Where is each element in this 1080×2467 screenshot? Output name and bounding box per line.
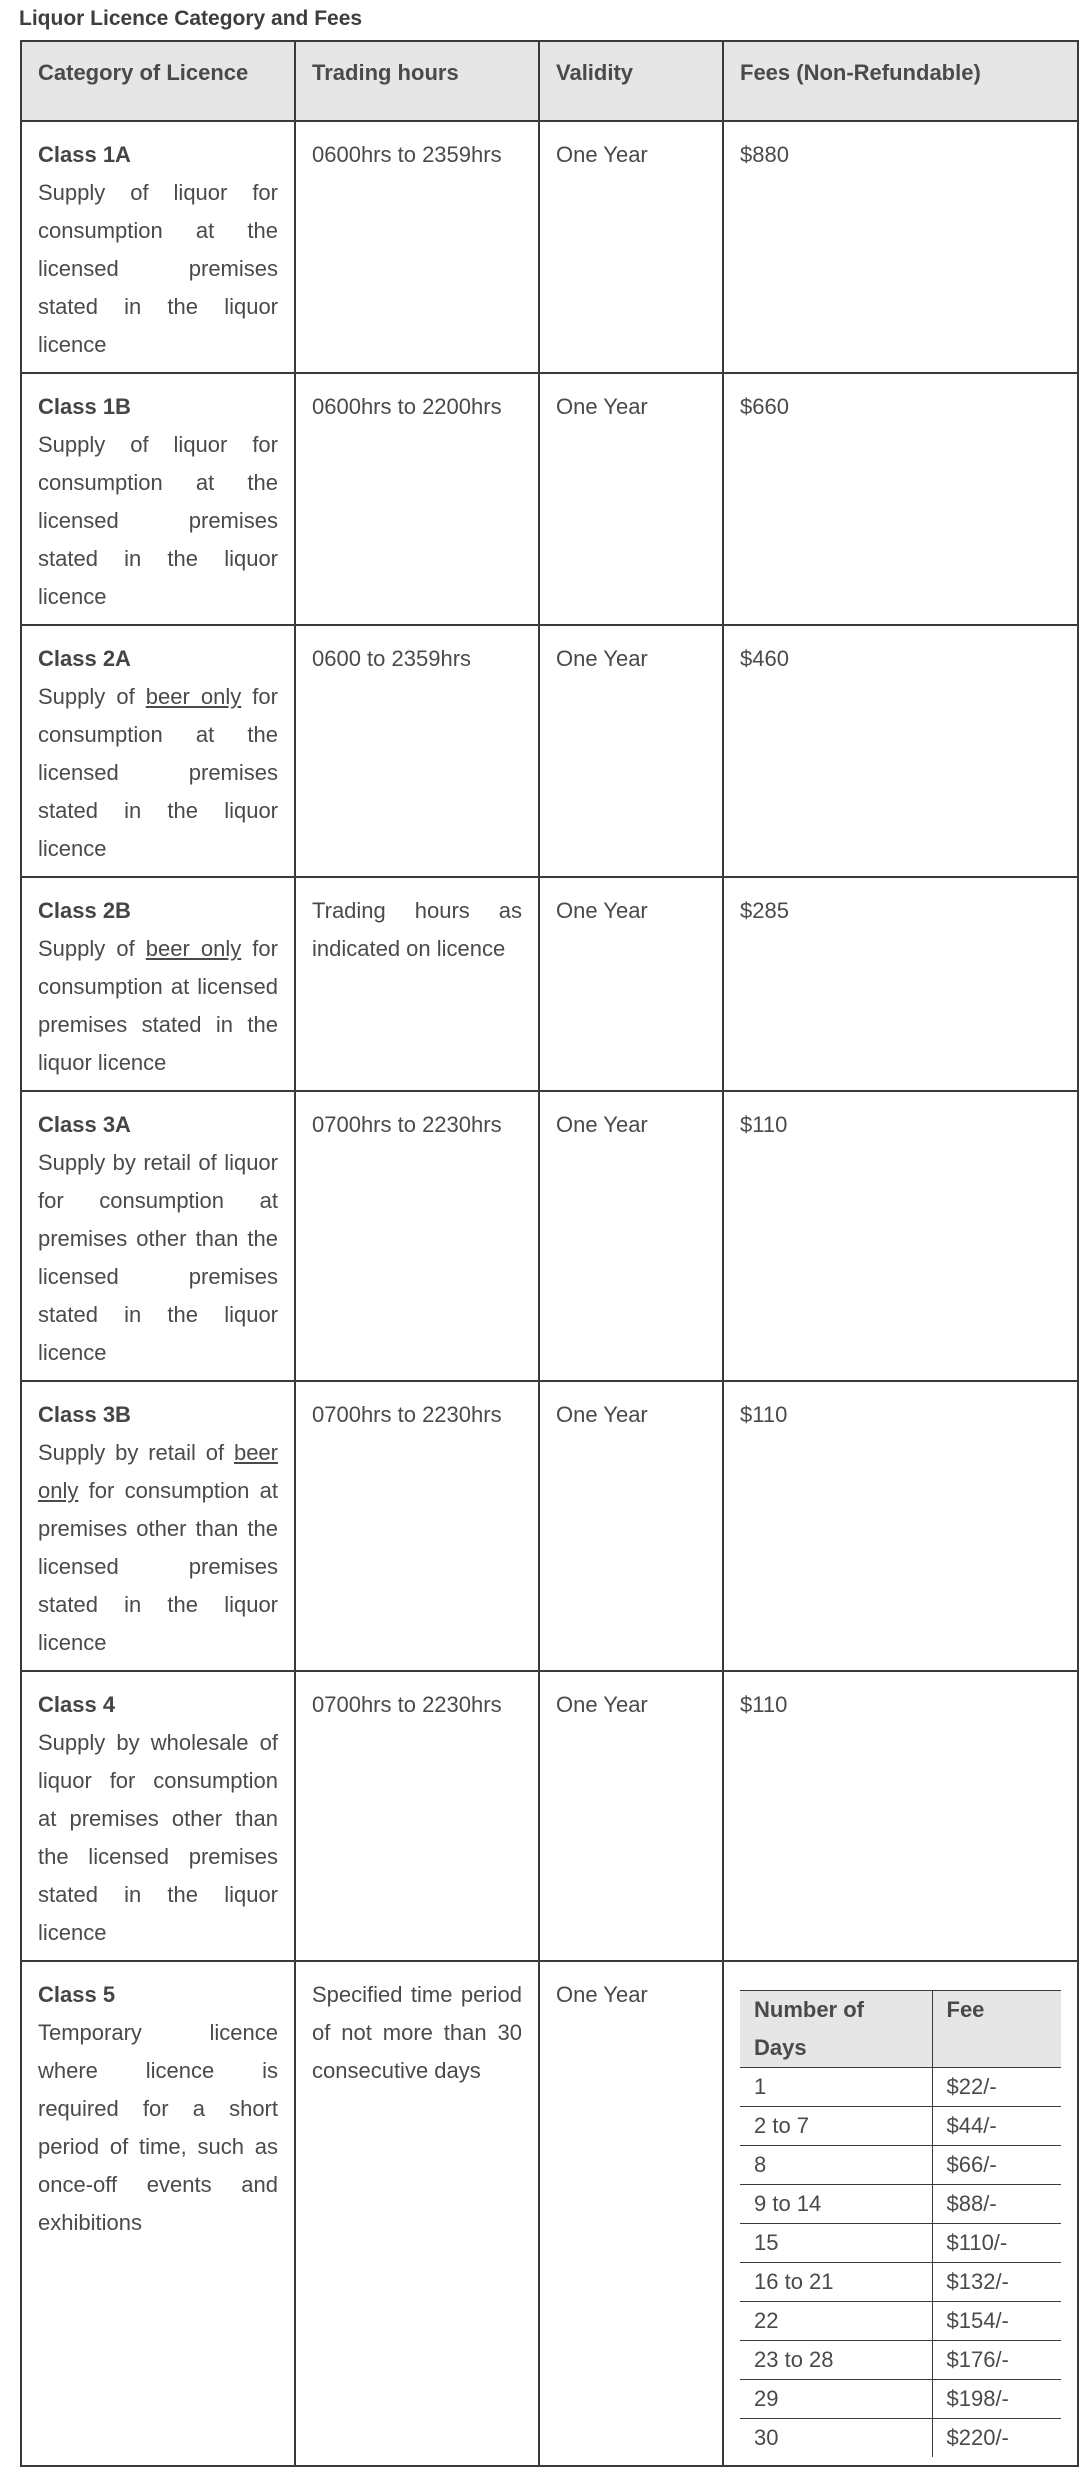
- days-value: 23 to 28: [740, 2341, 932, 2380]
- class-name: Class 1B: [38, 394, 131, 419]
- category-cell: [21, 1091, 295, 1381]
- header-category: Category of Licence: [21, 41, 295, 121]
- days-value: 2 to 7: [740, 2107, 932, 2146]
- class-name: Class 2B: [38, 898, 131, 923]
- header-number-of-days: Number of Days: [740, 1991, 932, 2068]
- fee-cell: $660: [723, 373, 1078, 625]
- table-row: [740, 2107, 1061, 2146]
- trading-hours-cell: Trading hours as indicated on licence: [295, 877, 539, 1091]
- category-cell: [21, 373, 295, 625]
- class-description: Supply of beer only for consumption at licensed premises stated in the liquor licence: [38, 936, 278, 1075]
- fee-value: $220/-: [932, 2419, 1061, 2458]
- fee-cell: $285: [723, 877, 1078, 1091]
- fee-value: $66/-: [932, 2146, 1061, 2185]
- days-value: 30: [740, 2419, 932, 2458]
- table-row: [740, 2185, 1061, 2224]
- validity-cell: One Year: [539, 1381, 723, 1671]
- table-row: [740, 2068, 1061, 2107]
- table-row-class-5: [21, 1961, 1078, 2466]
- validity-cell: One Year: [539, 121, 723, 373]
- fee-value: $44/-: [932, 2107, 1061, 2146]
- days-value: 8: [740, 2146, 932, 2185]
- trading-hours-cell: 0600hrs to 2200hrs: [295, 373, 539, 625]
- class-description: Supply of liquor for consumption at the licensed premises stated in the liquor licence: [38, 180, 278, 357]
- class-name: Class 3B: [38, 1402, 131, 1427]
- fee-cell: $110: [723, 1091, 1078, 1381]
- class-description: Supply by retail of liquor for consumption at premises other than the licensed premises stated in the liquor licence: [38, 1150, 278, 1365]
- validity-cell: One Year: [539, 373, 723, 625]
- days-value: 9 to 14: [740, 2185, 932, 2224]
- category-cell: [21, 1671, 295, 1961]
- table-row: [21, 1381, 1078, 1671]
- table-row: [740, 2341, 1061, 2380]
- fee-cell: $880: [723, 121, 1078, 373]
- table-row: [21, 1091, 1078, 1381]
- trading-hours-cell: 0600hrs to 2359hrs: [295, 121, 539, 373]
- fee-value: $198/-: [932, 2380, 1061, 2419]
- table-row: [21, 121, 1078, 373]
- class-name: Class 3A: [38, 1112, 131, 1137]
- header-fee: Fee: [932, 1991, 1061, 2068]
- class-description: Supply of beer only for consumption at the licensed premises stated in the liquor licence: [38, 684, 278, 861]
- days-value: 29: [740, 2380, 932, 2419]
- class-name: Class 4: [38, 1692, 116, 1717]
- table-row: [740, 2419, 1061, 2458]
- class-description: Supply by wholesale of liquor for consumption at premises other than the licensed premises stated in the liquor licence: [38, 1730, 278, 1945]
- trading-hours-cell: 0600 to 2359hrs: [295, 625, 539, 877]
- licence-fees-table: [20, 40, 1079, 2467]
- trading-hours-cell: 0700hrs to 2230hrs: [295, 1381, 539, 1671]
- trading-hours-cell: 0700hrs to 2230hrs: [295, 1671, 539, 1961]
- days-value: 15: [740, 2224, 932, 2263]
- class-description: Supply by retail of beer only for consumption at premises other than the licensed premises stated in the liquor licence: [38, 1440, 278, 1655]
- class-name: Class 5: [38, 1982, 116, 2007]
- table-row: [21, 625, 1078, 877]
- fee-cell: $110: [723, 1381, 1078, 1671]
- days-value: 22: [740, 2302, 932, 2341]
- page-title: Liquor Licence Category and Fees: [19, 7, 363, 30]
- category-cell: [21, 877, 295, 1091]
- fee-value: $176/-: [932, 2341, 1061, 2380]
- fee-cell: [723, 1961, 1078, 2466]
- temporary-fee-table: [740, 1990, 1061, 2457]
- fee-cell: $110: [723, 1671, 1078, 1961]
- header-validity: Validity: [539, 41, 723, 121]
- fee-value: $88/-: [932, 2185, 1061, 2224]
- class-description: Supply of liquor for consumption at the licensed premises stated in the liquor licence: [38, 432, 278, 609]
- table-row: [740, 2263, 1061, 2302]
- validity-cell: One Year: [539, 877, 723, 1091]
- table-row: [740, 2224, 1061, 2263]
- fee-cell: $460: [723, 625, 1078, 877]
- class-name: Class 2A: [38, 646, 131, 671]
- category-cell: [21, 1961, 295, 2466]
- fee-subtable-header: [740, 1991, 1061, 2068]
- table-row: [740, 2302, 1061, 2341]
- table-header-row: [21, 41, 1078, 121]
- fee-value: $132/-: [932, 2263, 1061, 2302]
- trading-hours-cell: 0700hrs to 2230hrs: [295, 1091, 539, 1381]
- class-description: Temporary licence where licence is required for a short period of time, such as once-off events and exhibitions: [38, 2020, 278, 2235]
- table-row: [21, 373, 1078, 625]
- header-fees: Fees (Non-Refundable): [723, 41, 1078, 121]
- trading-hours-cell: Specified time period of not more than 30 consecutive days: [295, 1961, 539, 2466]
- validity-cell: One Year: [539, 1961, 723, 2466]
- table-row: [21, 1671, 1078, 1961]
- category-cell: [21, 625, 295, 877]
- validity-cell: One Year: [539, 1671, 723, 1961]
- table-row: [740, 2380, 1061, 2419]
- days-value: 16 to 21: [740, 2263, 932, 2302]
- table-row: [21, 877, 1078, 1091]
- category-cell: [21, 121, 295, 373]
- validity-cell: One Year: [539, 1091, 723, 1381]
- class-name: Class 1A: [38, 142, 131, 167]
- validity-cell: One Year: [539, 625, 723, 877]
- category-cell: [21, 1381, 295, 1671]
- header-trading-hours: Trading hours: [295, 41, 539, 121]
- days-value: 1: [740, 2068, 932, 2107]
- table-row: [740, 2146, 1061, 2185]
- fee-value: $22/-: [932, 2068, 1061, 2107]
- fee-value: $154/-: [932, 2302, 1061, 2341]
- fee-value: $110/-: [932, 2224, 1061, 2263]
